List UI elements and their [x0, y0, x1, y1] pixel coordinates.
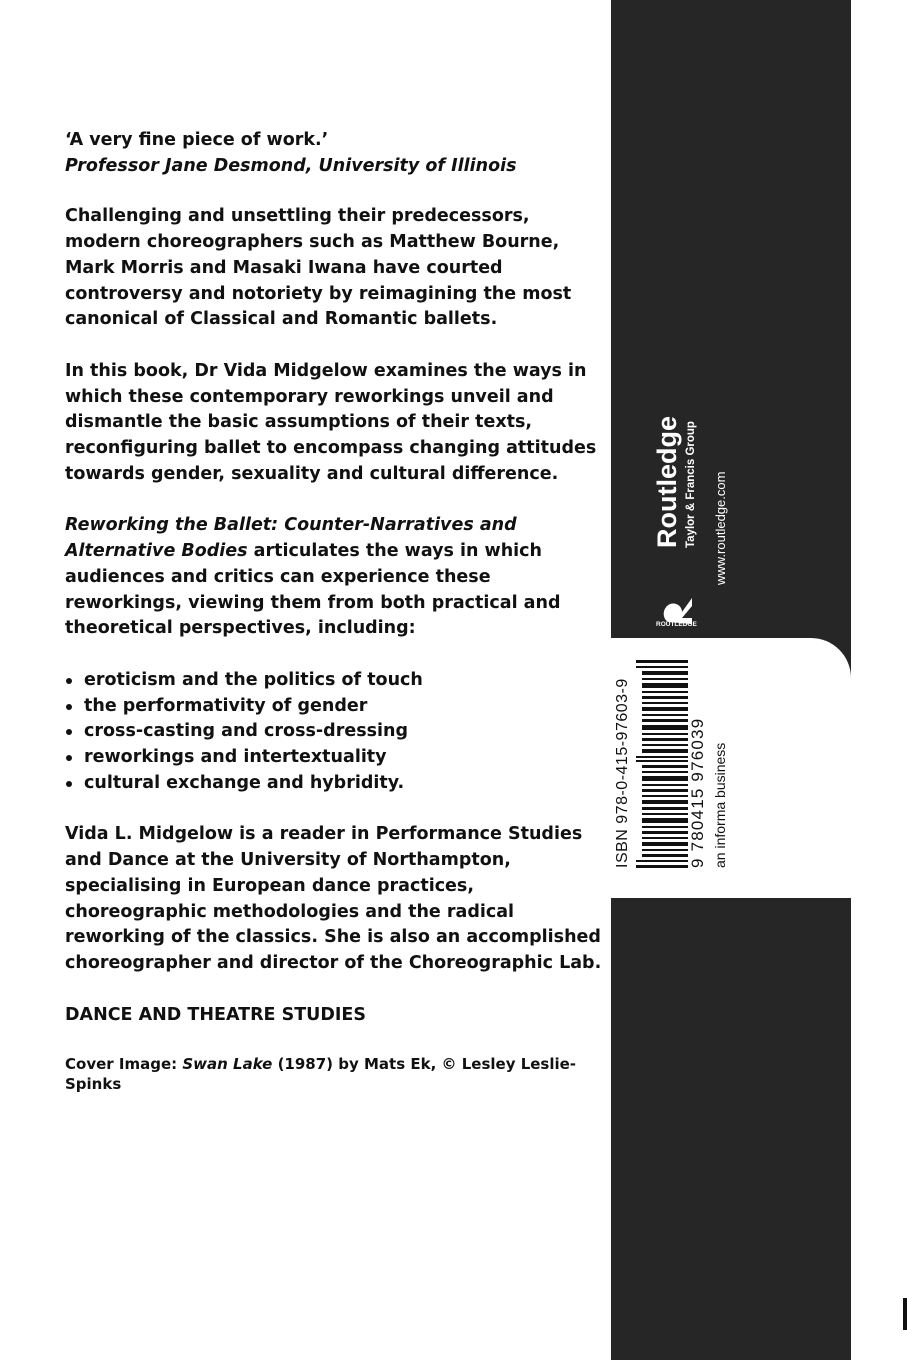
review-quote — [65, 128, 605, 179]
list-item: cross-casting and cross-dressing — [65, 719, 605, 745]
isbn-text: ISBN 978-0-415-97603-9 — [614, 678, 631, 868]
subject-category: DANCE AND THEATRE STUDIES — [65, 1004, 366, 1025]
credit-prefix: Cover Image: — [65, 1055, 183, 1074]
routledge-logo-icon — [654, 588, 702, 628]
list-item: eroticism and the politics of touch — [65, 668, 605, 694]
list-item: reworkings and intertextuality — [65, 745, 605, 771]
topic-list — [65, 668, 605, 797]
back-cover-text — [65, 128, 605, 1094]
author-bio — [65, 822, 605, 976]
publisher-group: Taylor & Francis Group — [685, 421, 697, 548]
publisher-name: Routledge — [652, 416, 682, 548]
description-paragraph-2: In this book, Dr Vida Midgelow examines the ways in which these contemporary reworkings unveil and dismantle the basic assumptions of their texts, reconfiguring ballet to encompass changing attitudes towards gender, sexuality and cultural difference. — [65, 360, 597, 484]
quote-text: ‘A very fine piece of work.’ — [65, 130, 329, 150]
description-paragraph-3 — [65, 513, 605, 642]
credit-rest: (1987) by Mats Ek, © Lesley Leslie-Spinks — [65, 1055, 577, 1094]
informa-label: an informa business — [712, 742, 728, 868]
author-name: Vida L. Midgelow — [65, 824, 234, 845]
list-item: cultural exchange and hybridity. — [65, 771, 605, 797]
author-bio-text: is a reader in Performance Studies and Dance at the University of Northampton, specialising in European dance practices, choreographic methodologies and the radical reworking of the classics. She is also an accomplished choreographer and director of the Choreographic Lab. — [65, 824, 602, 973]
publisher-url: www.routledge.com — [713, 471, 728, 585]
logo-wordmark: ROUTLEDGE — [656, 621, 697, 628]
credit-title: Swan Lake — [182, 1055, 273, 1074]
list-item: the performativity of gender — [65, 694, 605, 720]
edge-mark — [903, 1298, 907, 1330]
paragraph-3-text: articulates the ways in which audiences and critics can experience these reworkings, viewing them from both practical and theoretical perspectives, including: — [65, 541, 561, 639]
description-paragraph-1: Challenging and unsettling their predecessors, modern choreographers such as Matthew Bourne, Mark Morris and Masaki Iwana have courted controversy and notoriety by reimagining the most canonical of Classical and Romantic ballets. — [65, 206, 572, 330]
right-margin — [851, 0, 907, 1360]
quote-attribution: Professor Jane Desmond, University of Illinois — [65, 155, 517, 176]
cover-credit — [65, 1054, 605, 1094]
book-title: Reworking the Ballet: Counter-Narratives and Alternative Bodies — [65, 515, 517, 562]
spine-top — [611, 0, 851, 638]
barcode-icon — [636, 660, 688, 868]
barcode-digits: 9 780415 976039 — [688, 717, 707, 868]
